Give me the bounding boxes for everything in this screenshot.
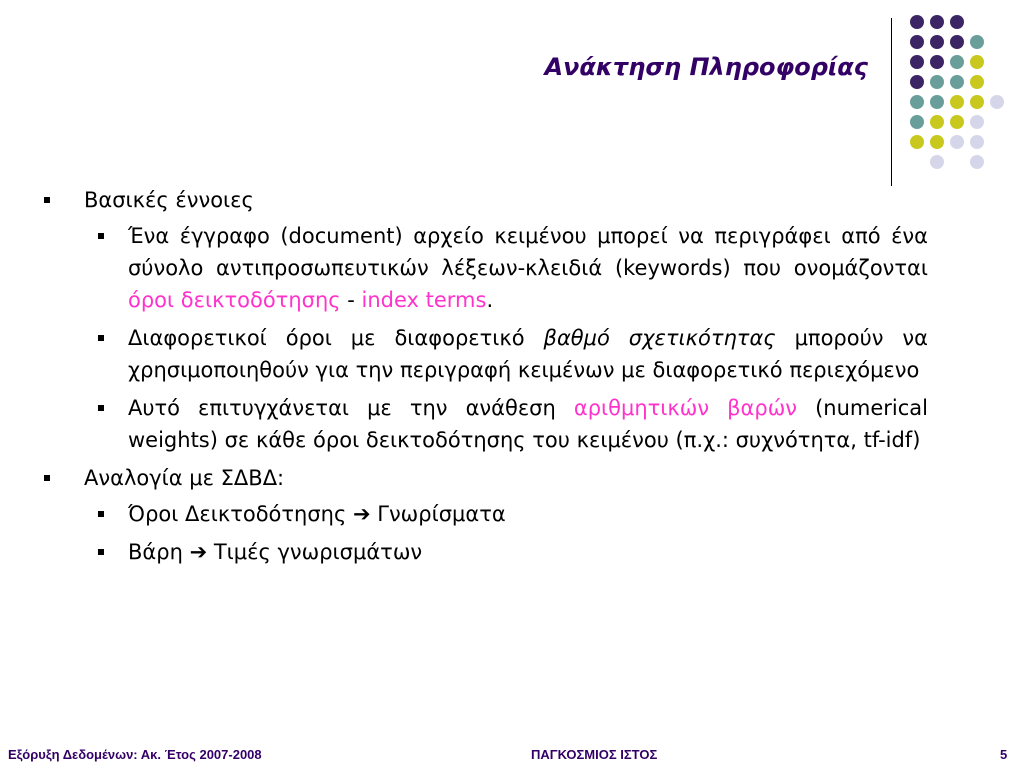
dot (970, 55, 984, 69)
page-number: 5 (1000, 747, 1008, 762)
highlight-text: index terms (361, 288, 487, 312)
bullet-document-definition (40, 220, 928, 316)
bullet-text: . (486, 288, 494, 312)
dot (930, 95, 944, 109)
dot (910, 15, 924, 29)
dot (930, 55, 944, 69)
highlight-text: αριθμητικών βαρών (573, 396, 798, 420)
dot (930, 15, 944, 29)
title-divider (891, 18, 892, 186)
bullet-dbms-analogy (40, 462, 928, 494)
square-bullet-icon (98, 405, 104, 411)
highlight-text: όροι δεικτοδότησης (128, 288, 341, 312)
dot (950, 135, 964, 149)
footer-topic: ΠΑΓΚΟΣΜΙΟΣ ΙΣΤΟΣ (531, 747, 658, 762)
bullet-basic-concepts (40, 184, 928, 216)
dot (970, 35, 984, 49)
bullet-text: Όροι Δεικτοδότησης ➔ Γνωρίσματα (128, 502, 506, 526)
dot (930, 35, 944, 49)
italic-text: βαθμό σχετικότητας (543, 326, 776, 350)
square-bullet-icon (44, 197, 50, 203)
square-bullet-icon (98, 549, 104, 555)
dot (950, 75, 964, 89)
square-bullet-icon (98, 511, 104, 517)
dot (970, 135, 984, 149)
dot (930, 155, 944, 169)
bullet-text: μπορούν να χρησιμοποιηθούν για την περιγραφή κειμένων με διαφορετικό περιεχόμενο (128, 326, 928, 382)
dot (990, 95, 1004, 109)
square-bullet-icon (44, 475, 50, 481)
bullet-text: Βασικές έννοιες (84, 188, 254, 212)
dot (910, 115, 924, 129)
dot (910, 135, 924, 149)
dot (970, 95, 984, 109)
dot (910, 95, 924, 109)
bullet-text: Βάρη ➔ Τιμές γνωρισμάτων (128, 540, 423, 564)
dot (950, 95, 964, 109)
dot (950, 55, 964, 69)
bullet-text: Αναλογία με ΣΔΒΔ: (84, 466, 285, 490)
dot (930, 135, 944, 149)
dot (910, 75, 924, 89)
dot (950, 15, 964, 29)
dot (970, 115, 984, 129)
slide-title: Ανάκτηση Πληροφορίας (544, 53, 868, 81)
dot (930, 115, 944, 129)
bullet-text: - (340, 288, 362, 312)
dot (970, 75, 984, 89)
footer-course: Εξόρυξη Δεδομένων: Ακ. Έτος 2007-2008 (8, 747, 262, 762)
square-bullet-icon (98, 335, 104, 341)
bullet-text: Ένα έγγραφο (document) αρχείο κειμένου μπορεί να περιγράφει από ένα σύνολο αντιπροσωπευτικών λέξεων-κλειδιά (keywords) που ονομάζονται (128, 224, 928, 280)
dot (910, 35, 924, 49)
dot (970, 155, 984, 169)
bullet-terms-attributes (40, 498, 928, 530)
bullet-weights-values (40, 536, 928, 568)
dot (910, 55, 924, 69)
bullet-text: Διαφορετικοί όροι με διαφορετικό (128, 326, 544, 350)
dot (950, 115, 964, 129)
bullet-text: Αυτό επιτυγχάνεται με την ανάθεση (128, 396, 574, 420)
dot (930, 75, 944, 89)
bullet-numerical-weights (40, 392, 928, 456)
slide-body (40, 184, 928, 574)
dot (950, 35, 964, 49)
bullet-relevance-degree (40, 322, 928, 386)
bullet-text: (numerical weights) σε κάθε όροι δεικτοδότησης του κειμένου (π.χ.: συχνότητα, tf-idf) (128, 396, 929, 452)
square-bullet-icon (98, 233, 104, 239)
